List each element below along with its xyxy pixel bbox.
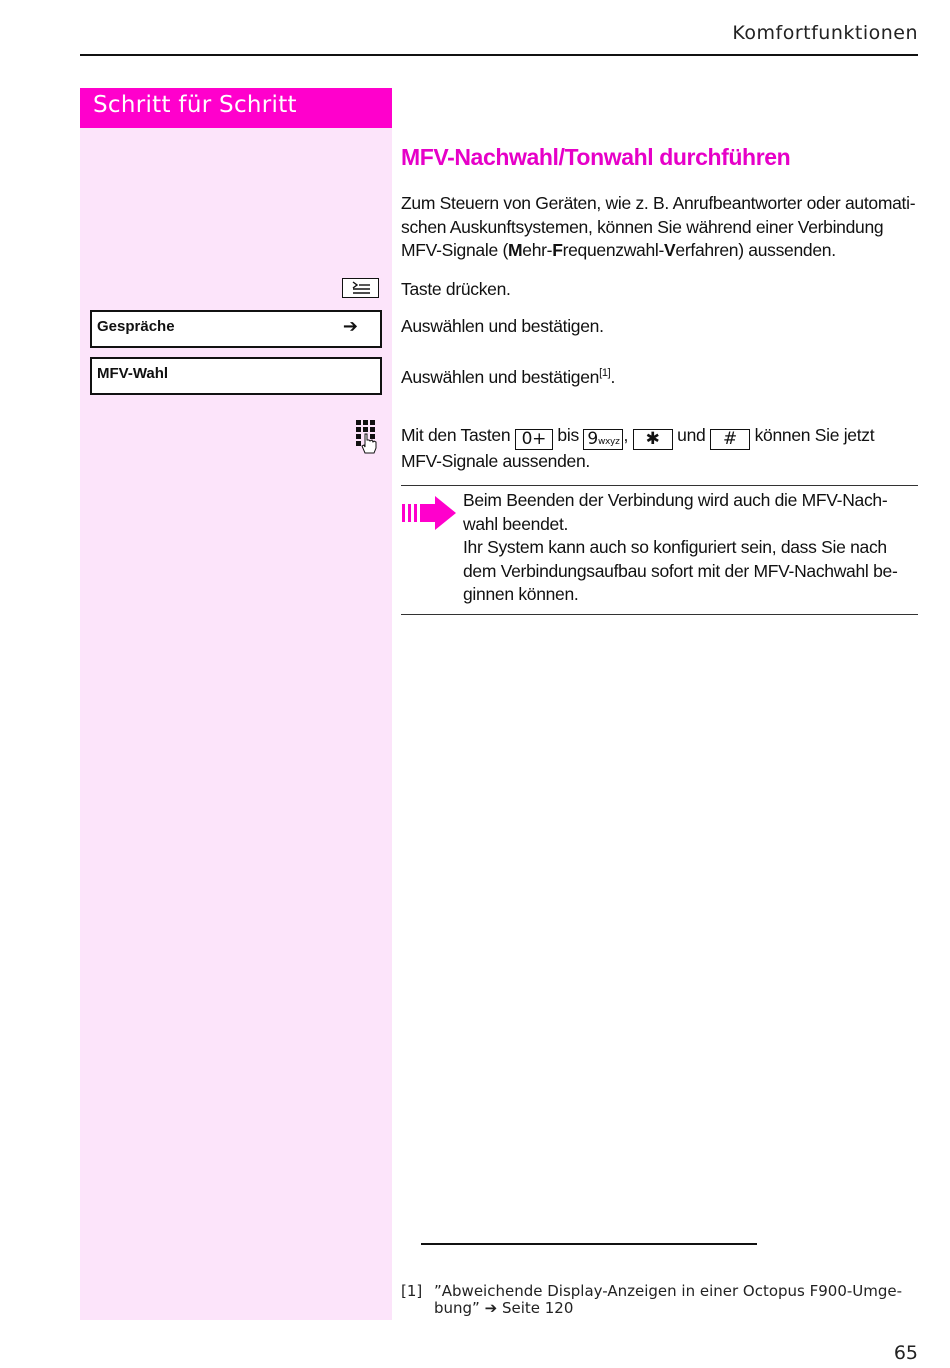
footnote-rule — [421, 1243, 757, 1245]
note-arrow-icon — [401, 494, 457, 534]
section-heading: MFV-Nachwahl/Tonwahl durchführen — [401, 144, 791, 170]
display-item-label: Gespräche — [97, 318, 175, 335]
intro-line: MFV-Signale (Mehr-Frequenzwahl-Verfahren) aussenden. — [401, 240, 836, 260]
step-select-confirm-footnote: Auswählen und bestätigen[1]. — [401, 366, 615, 387]
note-rule-bottom — [401, 614, 918, 615]
display-item-gespraeche[interactable] — [90, 310, 382, 348]
keypad-icon — [356, 420, 380, 454]
display-item-label: MFV-Wahl — [97, 365, 169, 382]
key-nine: 9wxyz — [583, 429, 623, 450]
note-text: Beim Beenden der Verbindung wird auch die MFV-Nach- wahl beendet. Ihr System kann auch so konfiguriert sein, dass Sie nach dem Verbindungsaufbau sofort mit der MFV-Nachwahl be- ginnen können. — [463, 490, 898, 604]
step-select-confirm: Auswählen und bestätigen. — [401, 316, 604, 336]
note-rule-top — [401, 485, 918, 486]
footnote-line: ”Abweichende Display-Anzeigen in einer Octopus F900-Umge- — [434, 1282, 903, 1300]
step-dtmf-keys: Mit den Tasten 0+ bis 9wxyz , ✱ und # können Sie jetzt MFV-Signale aussenden. — [401, 425, 875, 471]
footnote — [401, 1283, 911, 1317]
key-star: ✱ — [633, 429, 673, 450]
footnote-line: bung” ➔ Seite 120 — [434, 1299, 574, 1317]
key-hash: # — [710, 429, 750, 450]
key-zero: 0+ — [515, 429, 553, 450]
running-head: Komfortfunktionen — [732, 22, 918, 44]
footnote-marker: [1] — [599, 367, 611, 379]
header-rule — [80, 54, 918, 56]
menu-key-icon — [342, 278, 379, 298]
intro-paragraph — [401, 192, 916, 263]
page-number: 65 — [893, 1342, 918, 1364]
arrow-right-icon: ➔ — [484, 1299, 498, 1317]
display-item-mfv-wahl[interactable] — [90, 357, 382, 395]
page-reference-link[interactable]: Seite 120 — [497, 1299, 574, 1317]
step-press-key: Taste drücken. — [401, 279, 511, 299]
sidebar — [80, 88, 392, 1320]
arrow-right-icon: ➔ — [342, 316, 358, 336]
footnote-number: [1] — [401, 1282, 423, 1300]
intro-line: schen Auskunftsystemen, können Sie während einer Verbindung — [401, 216, 884, 237]
sidebar-title: Schritt für Schritt — [80, 88, 392, 128]
intro-line: Zum Steuern von Geräten, wie z. B. Anrufbeantworter oder automati- — [401, 193, 916, 213]
